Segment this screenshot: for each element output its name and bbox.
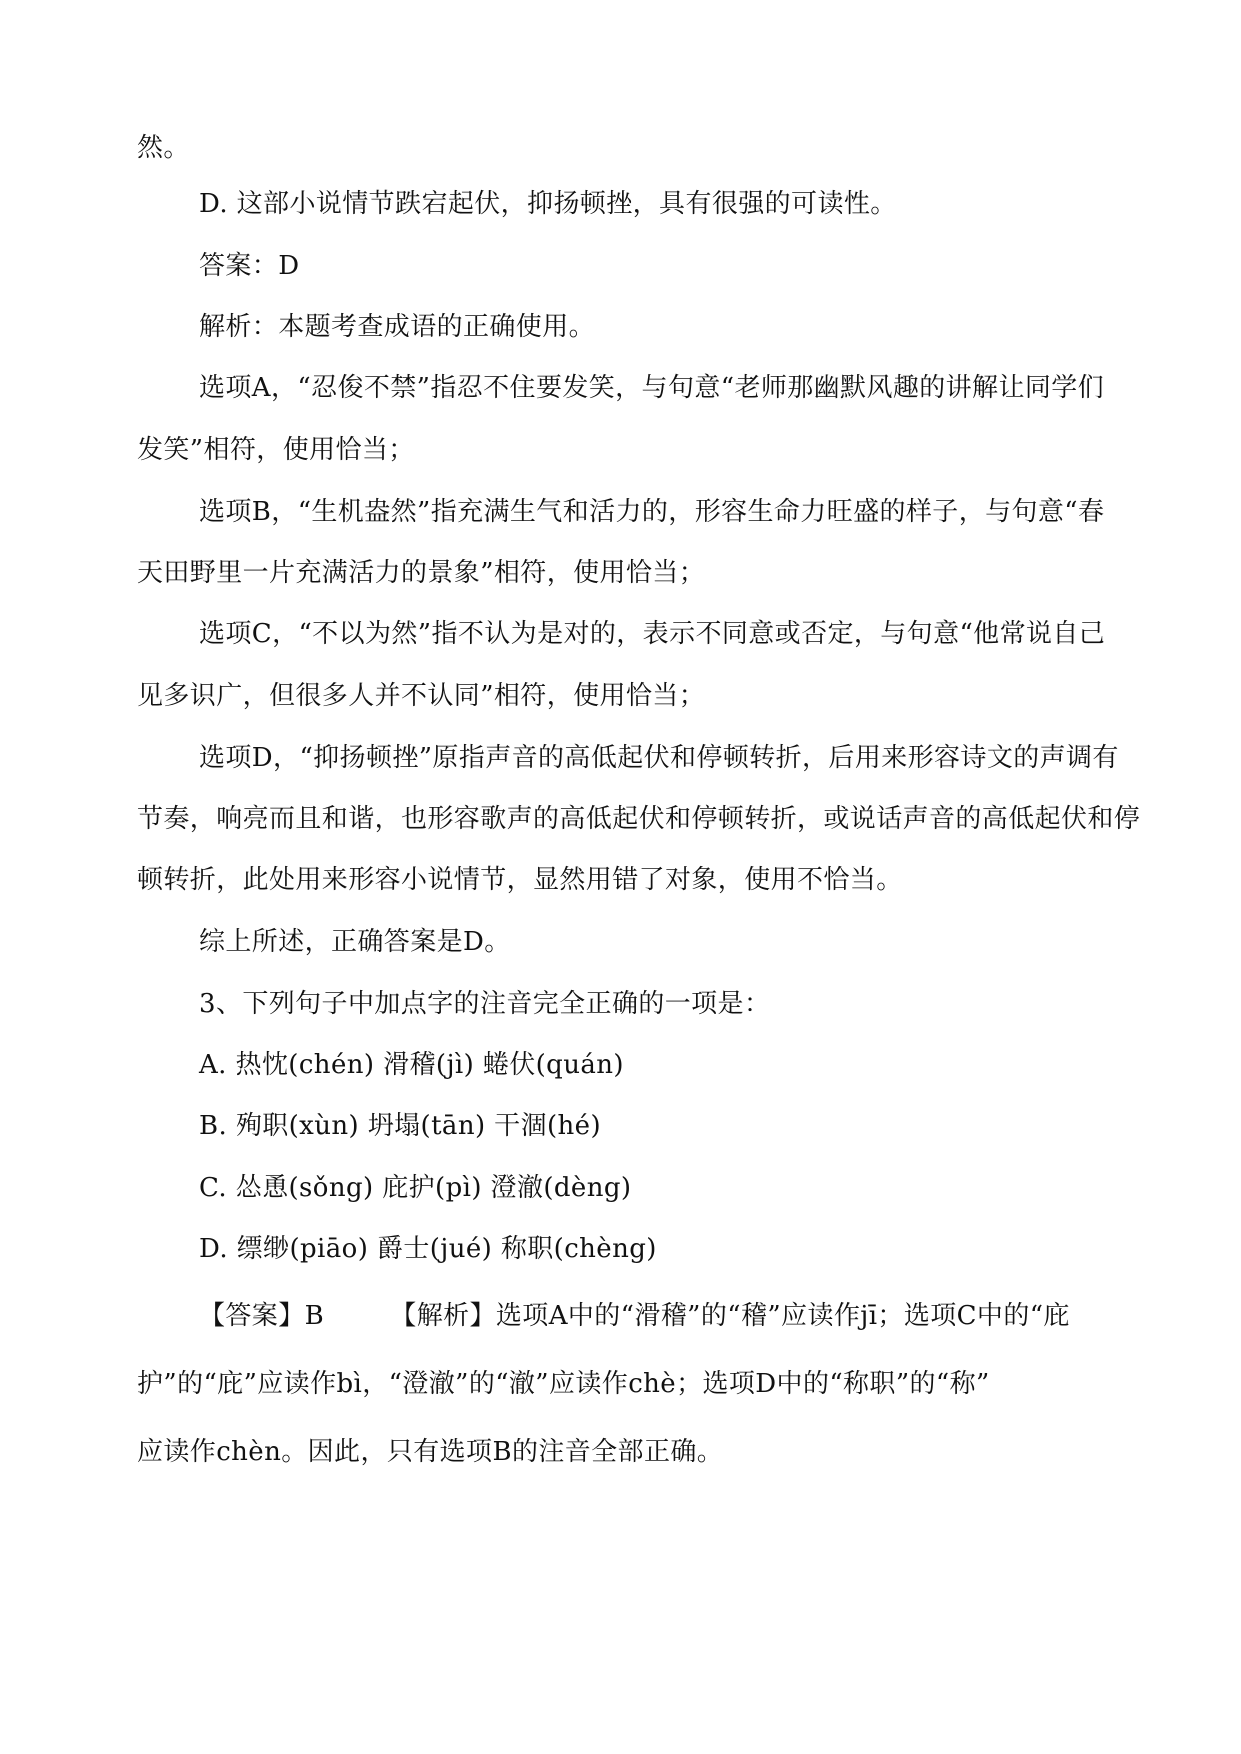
text-line: 护”的“庇”应读作bì，“澄澈”的“澈”应读作chè；选项D中的“称职”的“称”: [137, 1369, 990, 1399]
text-line: D. 这部小说情节跌宕起伏，抑扬顿挫，具有很强的可读性。: [199, 189, 897, 219]
text-line: 然。: [137, 133, 190, 163]
text-line: 综上所述，正确答案是D。: [199, 927, 511, 957]
text-line: 选项B，“生机盎然”指充满生气和活力的，形容生命力旺盛的样子，与句意“春: [199, 497, 1105, 527]
text-line: 选项D，“抑扬顿挫”原指声音的高低起伏和停顿转折，后用来形容诗文的声调有: [199, 743, 1119, 773]
text-line: 解析：本题考查成语的正确使用。: [199, 312, 596, 342]
text-line: C. 怂恿(sǒng) 庇护(pì) 澄澈(dèng): [199, 1173, 632, 1203]
text-line: 见多识广，但很多人并不认同”相符，使用恰当；: [137, 681, 706, 711]
text-line: 节奏，响亮而且和谐，也形容歌声的高低起伏和停顿转折，或说话声音的高低起伏和停: [137, 804, 1141, 834]
text-line: 应读作chèn。因此，只有选项B的注音全部正确。: [137, 1437, 724, 1467]
text-line: 选项A，“忍俊不禁”指忍不住要发笑，与句意“老师那幽默风趣的讲解让同学们: [199, 373, 1105, 403]
text-line: 发笑”相符，使用恰当；: [137, 435, 415, 465]
text-line: 【答案】B 【解析】选项A中的“滑稽”的“稽”应读作jī；选项C中的“庇: [199, 1301, 1070, 1331]
text-line: 选项C，“不以为然”指不认为是对的，表示不同意或否定，与句意“他常说自己: [199, 619, 1106, 649]
text-line: 顿转折，此处用来形容小说情节，显然用错了对象，使用不恰当。: [137, 865, 903, 895]
text-line: D. 缥缈(piāo) 爵士(jué) 称职(chèng): [199, 1234, 657, 1264]
text-line: A. 热忱(chén) 滑稽(jì) 蜷伏(quán): [199, 1050, 624, 1080]
text-line: 3、下列句子中加点字的注音完全正确的一项是：: [199, 989, 771, 1019]
text-line: 天田野里一片充满活力的景象”相符，使用恰当；: [137, 558, 706, 588]
text-line: B. 殉职(xùn) 坍塌(tān) 干涸(hé): [199, 1111, 602, 1141]
text-line: 答案：D: [199, 251, 300, 281]
